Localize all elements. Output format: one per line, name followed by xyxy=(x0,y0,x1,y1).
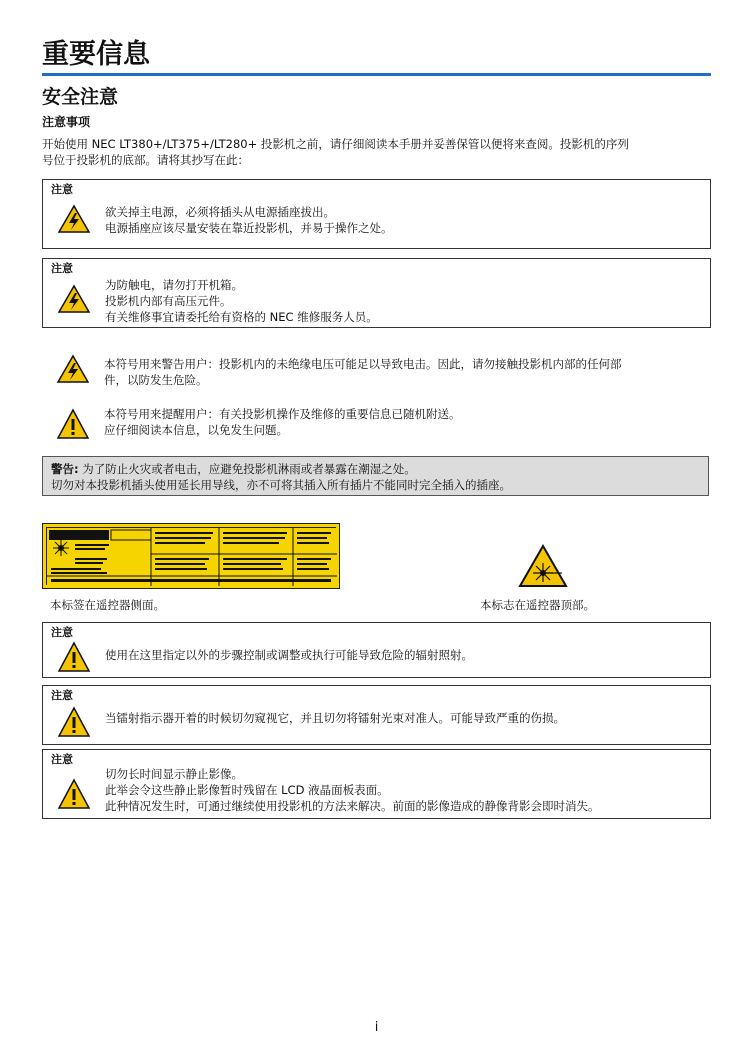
warning-box xyxy=(42,456,709,496)
exclamation-warning-icon xyxy=(56,408,90,444)
label-caption: 本标签在遥控器侧面。 xyxy=(50,598,165,612)
symbol-line: 件，以防发生危险。 xyxy=(104,373,208,387)
caution-line: 欲关掉主电源，必须将插头从电源插座拔出。 xyxy=(105,205,335,219)
caution-line: 当镭射指示器开着的时候切勿窥视它，并且切勿将镭射光束对准人。可能导致严重的伤损。 xyxy=(105,711,565,725)
caution-box-power xyxy=(42,179,711,249)
laser-caution-label-image xyxy=(42,523,340,589)
intro-line: 号位于投影机的底部。请将其抄写在此： xyxy=(42,153,249,167)
exclamation-warning-icon xyxy=(57,778,91,814)
caution-line: 有关维修事宜请委托给有资格的 NEC 维修服务人员。 xyxy=(105,310,378,324)
caution-text xyxy=(105,204,705,236)
title-rule xyxy=(42,73,711,76)
caution-line: 切勿长时间显示静止影像。 xyxy=(105,767,243,781)
caution-box-laser-pointer xyxy=(42,685,711,745)
intro-paragraph xyxy=(42,136,714,168)
caution-text xyxy=(105,766,705,814)
caution-line: 为防触电，请勿打开机箱。 xyxy=(105,278,243,292)
warning-label: 警告: xyxy=(51,462,79,476)
caution-text xyxy=(105,710,705,726)
caution-box-shock xyxy=(42,258,711,328)
caution-text xyxy=(105,647,705,663)
caution-label: 注意 xyxy=(51,753,73,766)
caution-box-still-image xyxy=(42,749,711,819)
section-title: 安全注意 xyxy=(42,86,119,108)
caution-text xyxy=(105,277,705,325)
exclamation-warning-icon xyxy=(57,641,91,677)
caution-box-radiation xyxy=(42,622,711,678)
warning-text: 为了防止火灾或者电击，应避免投影机淋雨或者暴露在潮湿之处。 xyxy=(82,462,416,476)
caution-line: 此种情况发生时，可通过继续使用投影机的方法来解决。前面的影像造成的静像背影会即时消失。 xyxy=(105,799,600,813)
caution-label: 注意 xyxy=(51,626,73,639)
warning-line: 切勿对本投影机插头使用延长用导线，亦不可将其插入所有插片不能同时完全插入的插座。 xyxy=(51,478,511,492)
caution-line: 电源插座应该尽量安装在靠近投影机，并易于操作之处。 xyxy=(105,221,393,235)
caution-line: 投影机内部有高压元件。 xyxy=(105,294,232,308)
page-number: i xyxy=(374,1020,379,1035)
subsection-title: 注意事项 xyxy=(42,115,91,129)
symbol-line: 本符号用来警告用户：投影机内的未绝缘电压可能足以导致电击。因此，请勿接触投影机内部的任何部 xyxy=(104,357,622,371)
symbol-line: 应仔细阅读本信息，以免发生问题。 xyxy=(104,423,288,437)
caution-label: 注意 xyxy=(51,262,73,275)
caution-line: 此举会令这些静止影像暂时残留在 LCD 液晶面板表面。 xyxy=(105,783,389,797)
symbol-explanation-exclamation xyxy=(104,406,714,438)
page-title: 重要信息 xyxy=(42,39,150,70)
caution-label: 注意 xyxy=(51,689,73,702)
warning-line xyxy=(51,461,708,477)
caution-line: 使用在这里指定以外的步骤控制或调整或执行可能导致危险的辐射照射。 xyxy=(105,648,473,662)
lightning-warning-icon xyxy=(57,204,91,238)
symbol-line: 本符号用来提醒用户：有关投影机操作及维修的重要信息已随机附送。 xyxy=(104,407,461,421)
intro-line: 开始使用 NEC LT380+/LT375+/LT280+ 投影机之前，请仔细阅读本手册并妥善保管以便将来查阅。投影机的序列 xyxy=(42,137,629,151)
symbol-caption: 本标志在遥控器顶部。 xyxy=(480,598,595,612)
lightning-warning-icon xyxy=(57,284,91,318)
lightning-warning-icon xyxy=(56,354,90,388)
laser-warning-icon xyxy=(518,544,568,592)
symbol-explanation-lightning xyxy=(104,356,714,388)
caution-label: 注意 xyxy=(51,183,73,196)
exclamation-warning-icon xyxy=(57,706,91,742)
